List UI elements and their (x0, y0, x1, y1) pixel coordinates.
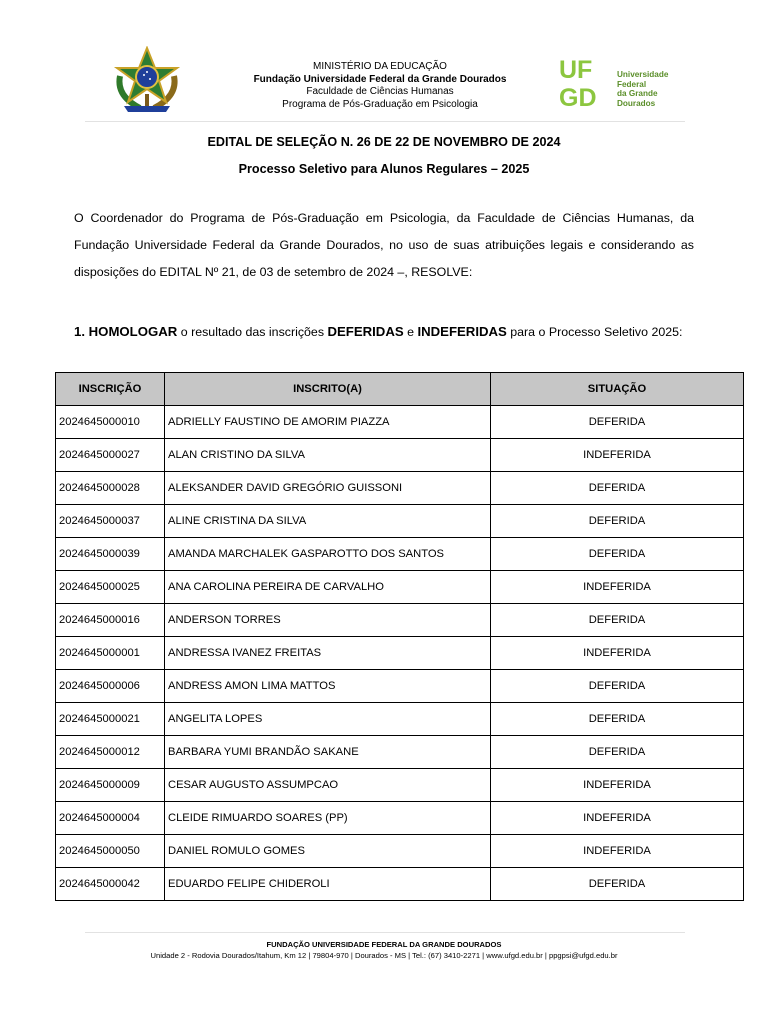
header-faculty: Faculdade de Ciências Humanas (306, 86, 454, 98)
header-program: Programa de Pós-Graduação em Psicologia (282, 98, 478, 110)
ufgd-logo (558, 56, 678, 112)
document-header (0, 0, 768, 122)
cell-inscricao: 2024645000050 (56, 835, 165, 868)
brazil-coat-of-arms-icon (110, 46, 184, 116)
intro-paragraph: O Coordenador do Programa de Pós-Graduação em Psicologia, da Faculdade de Ciências Humanas, da Fundação Universidade Federal da Grande Dourados, no uso de suas atribuições legais e considerando as disposições do EDITAL Nº 21, de 03 de setembro de 2024 –, RESOLVE: (74, 211, 694, 279)
edital-subtitle: Processo Seletivo para Alunos Regulares – 2025 (238, 162, 530, 176)
footer-divider (85, 932, 685, 933)
cell-inscricao: 2024645000037 (56, 505, 165, 538)
cell-inscrito: CESAR AUGUSTO ASSUMPCAO (165, 769, 491, 802)
table-row (56, 736, 744, 769)
cell-situacao: DEFERIDA (491, 604, 744, 637)
table-row (56, 868, 744, 901)
section-1-number: 1. HOMOLOGAR (74, 324, 178, 339)
cell-inscrito: EDUARDO FELIPE CHIDEROLI (165, 868, 491, 901)
deferidas-label: DEFERIDAS (327, 324, 404, 339)
table-row (56, 703, 744, 736)
cell-situacao: DEFERIDA (491, 538, 744, 571)
ufgd-logo-letters-bottom: GD (559, 84, 597, 110)
cell-situacao: DEFERIDA (491, 406, 744, 439)
cell-inscricao: 2024645000042 (56, 868, 165, 901)
ufgd-name-line: Federal (617, 79, 647, 89)
table-row (56, 802, 744, 835)
table-row (56, 439, 744, 472)
cell-inscricao: 2024645000012 (56, 736, 165, 769)
cell-situacao: INDEFERIDA (491, 802, 744, 835)
cell-inscrito: BARBARA YUMI BRANDÃO SAKANE (165, 736, 491, 769)
section-1-text-c: para o Processo Seletivo 2025: (506, 325, 683, 339)
cell-inscrito: AMANDA MARCHALEK GASPAROTTO DOS SANTOS (165, 538, 491, 571)
cell-inscricao: 2024645000039 (56, 538, 165, 571)
cell-inscricao: 2024645000001 (56, 637, 165, 670)
section-1-paragraph (74, 318, 694, 346)
header-ministry: MINISTÉRIO DA EDUCAÇÃO (313, 61, 447, 72)
col-header-inscrito: INSCRITO(A) (165, 373, 491, 406)
table-header-row (56, 373, 744, 406)
edital-title: EDITAL DE SELEÇÃO N. 26 DE 22 DE NOVEMBRO DE 2024 (207, 135, 561, 149)
ufgd-name-line: da Grande (617, 89, 658, 99)
cell-situacao: DEFERIDA (491, 670, 744, 703)
footer-address: Unidade 2 - Rodovia Dourados/Itahum, Km 12 | 79804-970 | Dourados - MS | Tel.: (67) 3410-2271 | www.ufgd.edu.br | ppgpsi@ufgd.edu.br (150, 951, 618, 960)
cell-inscrito: ALINE CRISTINA DA SILVA (165, 505, 491, 538)
cell-inscrito: CLEIDE RIMUARDO SOARES (PP) (165, 802, 491, 835)
table-row (56, 670, 744, 703)
table-row (56, 505, 744, 538)
ufgd-name-line: Universidade (617, 70, 669, 79)
table-row (56, 637, 744, 670)
section-1-text-a: o resultado das inscrições (177, 325, 328, 339)
section-1-text-b: e (403, 325, 418, 339)
table-row (56, 604, 744, 637)
cell-situacao: INDEFERIDA (491, 637, 744, 670)
cell-inscricao: 2024645000016 (56, 604, 165, 637)
cell-inscricao: 2024645000027 (56, 439, 165, 472)
table-row (56, 538, 744, 571)
indeferidas-label: INDEFERIDAS (417, 324, 507, 339)
ufgd-name-line: Dourados (617, 98, 656, 108)
cell-situacao: DEFERIDA (491, 868, 744, 901)
cell-inscrito: ALAN CRISTINO DA SILVA (165, 439, 491, 472)
header-institution-text (200, 61, 560, 111)
cell-inscrito: ANA CAROLINA PEREIRA DE CARVALHO (165, 571, 491, 604)
cell-inscrito: ANGELITA LOPES (165, 703, 491, 736)
cell-inscrito: ADRIELLY FAUSTINO DE AMORIM PIAZZA (165, 406, 491, 439)
cell-inscricao: 2024645000025 (56, 571, 165, 604)
results-table (55, 372, 744, 901)
footer-institution: FUNDAÇÃO UNIVERSIDADE FEDERAL DA GRANDE DOURADOS (266, 940, 502, 949)
cell-situacao: DEFERIDA (491, 472, 744, 505)
cell-inscrito: ALEKSANDER DAVID GREGÓRIO GUISSONI (165, 472, 491, 505)
table-row (56, 472, 744, 505)
cell-situacao: INDEFERIDA (491, 439, 744, 472)
cell-situacao: DEFERIDA (491, 505, 744, 538)
header-foundation: Fundação Universidade Federal da Grande Dourados (253, 73, 507, 85)
table-row (56, 571, 744, 604)
table-row (56, 406, 744, 439)
cell-inscricao: 2024645000006 (56, 670, 165, 703)
col-header-situacao: SITUAÇÃO (491, 373, 744, 406)
cell-inscrito: ANDRESS AMON LIMA MATTOS (165, 670, 491, 703)
cell-inscrito: ANDRESSA IVANEZ FREITAS (165, 637, 491, 670)
table-row (56, 835, 744, 868)
cell-situacao: INDEFERIDA (491, 835, 744, 868)
cell-inscricao: 2024645000021 (56, 703, 165, 736)
cell-inscricao: 2024645000009 (56, 769, 165, 802)
cell-inscrito: ANDERSON TORRES (165, 604, 491, 637)
ufgd-logo-name (617, 70, 668, 108)
cell-situacao: INDEFERIDA (491, 571, 744, 604)
col-header-inscricao: INSCRIÇÃO (56, 373, 165, 406)
cell-situacao: DEFERIDA (491, 736, 744, 769)
ufgd-logo-mark-icon (558, 56, 614, 110)
ufgd-logo-letters-top: UF (559, 56, 593, 84)
table-row (56, 769, 744, 802)
cell-situacao: DEFERIDA (491, 703, 744, 736)
cell-inscrito: DANIEL ROMULO GOMES (165, 835, 491, 868)
header-divider (85, 121, 685, 122)
cell-inscricao: 2024645000010 (56, 406, 165, 439)
cell-situacao: INDEFERIDA (491, 769, 744, 802)
cell-inscricao: 2024645000028 (56, 472, 165, 505)
cell-inscricao: 2024645000004 (56, 802, 165, 835)
